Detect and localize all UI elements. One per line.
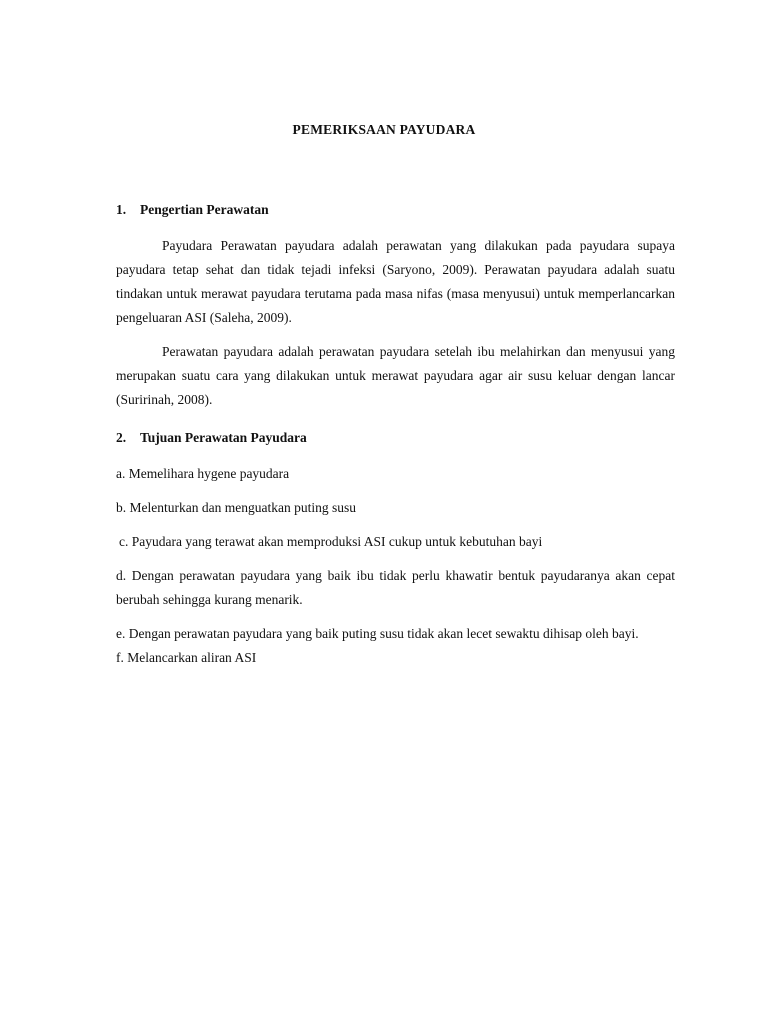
document-body	[116, 198, 675, 670]
paragraph-1: Payudara Perawatan payudara adalah perawatan yang dilakukan pada payudara supaya payudara tetap sehat dan tidak tejadi infeksi (Saryono, 2009). Perawatan payudara adalah suatu tindakan untuk merawat payudara terutama pada masa nifas (masa menyusui) untuk memperlancarkan pengeluaran ASI (Saleha, 2009).	[116, 238, 675, 325]
page-title: PEMERIKSAAN PAYUDARA	[292, 122, 476, 137]
section-number-1: 1.	[116, 202, 127, 217]
list-item-b: b. Melenturkan dan menguatkan puting susu	[116, 500, 356, 515]
section-title-2: Tujuan Perawatan Payudara	[140, 430, 307, 445]
section-heading-1	[116, 198, 675, 222]
section-number-2: 2.	[116, 430, 127, 445]
list-item-e: e. Dengan perawatan payudara yang baik puting susu tidak akan lecet sewaktu dihisap oleh bayi.	[116, 626, 639, 641]
paragraph-2: Perawatan payudara adalah perawatan payudara setelah ibu melahirkan dan menyusui yang merupakan suatu cara yang dilakukan untuk merawat payudara agar air susu keluar dengan lancar (Suririnah, 2008).	[116, 344, 675, 407]
section-title-1: Pengertian Perawatan	[140, 202, 269, 217]
list-item-d: d. Dengan perawatan payudara yang baik ibu tidak perlu khawatir bentuk payudaranya akan cepat berubah sehingga kurang menarik.	[116, 568, 675, 607]
list-item-f: f. Melancarkan aliran ASI	[116, 650, 257, 665]
list-item-a: a. Memelihara hygene payudara	[116, 466, 290, 481]
section-heading-2	[116, 426, 675, 450]
list-item-c: c. Payudara yang terawat akan memproduksi ASI cukup untuk kebutuhan bayi	[119, 534, 543, 549]
